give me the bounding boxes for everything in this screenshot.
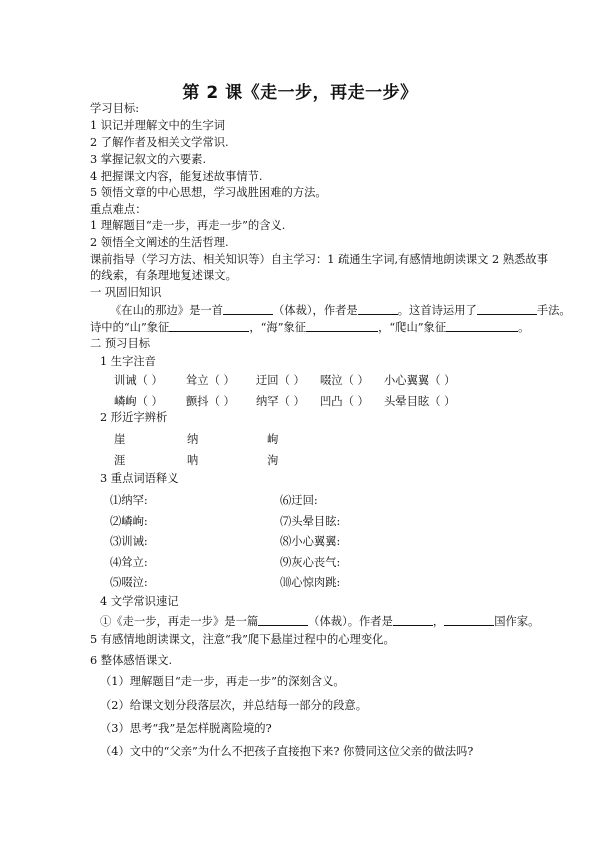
similar-char: 崖 (114, 433, 126, 446)
review-text: ，“海”象征 (249, 321, 307, 334)
literature-text: ， (432, 615, 445, 628)
keypoint-item: 1 理解题目“走一步，再走一步”的含义. (90, 219, 286, 232)
pinyin-item[interactable]: 啜泣（ ） (320, 374, 369, 387)
pinyin-item[interactable]: 头晕目眩（ ） (384, 395, 456, 408)
question-item: （4）文中的“父亲”为什么不把孩子直接抱下来? 你赞同这位父亲的做法吗? (100, 745, 474, 758)
literature-text: （体裁）。作者是 (308, 615, 393, 628)
guidance-text: 的线索，有条理地复述课文。 (90, 269, 237, 282)
term-item: ⑼灰心丧气: (280, 556, 341, 569)
similar-char: 涯 (114, 454, 126, 467)
term-item: ⑵嶙峋: (110, 515, 148, 528)
review-line-1 (110, 303, 571, 318)
section2-heading: 二 预习目标 (90, 337, 151, 350)
review-text: 。 (518, 321, 530, 334)
literature-line (100, 614, 539, 629)
term-item: ⑶训诫: (110, 535, 148, 548)
pinyin-item[interactable]: 嶙峋（ ） (114, 395, 163, 408)
answer-blank[interactable] (223, 303, 273, 315)
pinyin-item[interactable]: 小心翼翼（ ） (384, 374, 456, 387)
review-line-2 (90, 320, 529, 335)
similar-char: 洵 (267, 454, 279, 467)
answer-blank[interactable] (358, 303, 398, 315)
keypoints-heading: 重点难点： (90, 203, 147, 216)
pinyin-item[interactable]: 耸立（ ） (186, 374, 235, 387)
term-item: ⑽心惊肉跳: (280, 576, 341, 589)
similar-char: 峋 (267, 433, 279, 446)
keypoint-item: 2 领悟全文阐述的生活哲理. (90, 236, 229, 249)
question-item: （3）思考“我”是怎样脱离险境的? (100, 722, 272, 735)
review-text: 。这首诗运用了 (397, 304, 477, 317)
pinyin-item[interactable]: 训诫（ ） (114, 374, 163, 387)
objective-item: 3 掌握记叙文的六要素. (90, 153, 207, 166)
literature-text: ①《走一步，再走一步》是一篇 (100, 615, 259, 628)
answer-blank[interactable] (444, 614, 494, 626)
guidance-text: 课前指导（学习方法、相关知识等）自主学习：1 疏通生字词,有感情地朗读课文 2 熟悉故事 (90, 253, 549, 266)
answer-blank[interactable] (393, 614, 433, 626)
similar-char: 呐 (187, 454, 199, 467)
answer-blank[interactable] (258, 614, 308, 626)
review-text: 手法。 (536, 304, 571, 317)
subsection-heading: 3 重点词语释义 (100, 472, 179, 485)
question-item: （2）给课文划分段落层次，并总结每一部分的段意。 (100, 699, 368, 712)
pinyin-item[interactable]: 颤抖（ ） (186, 395, 235, 408)
answer-blank[interactable] (169, 320, 249, 332)
answer-blank[interactable] (477, 303, 537, 315)
answer-blank[interactable] (446, 320, 518, 332)
literature-text: 国作家。 (494, 615, 540, 628)
review-text: 诗中的“山”象征 (90, 321, 170, 334)
pinyin-item[interactable]: 凹凸（ ） (320, 395, 369, 408)
objective-item: 1 识记并理解文中的生字词 (90, 119, 226, 132)
term-item: ⑴纳罕: (110, 494, 148, 507)
subsection-heading: 5 有感情地朗读课文，注意“我”爬下悬崖过程中的心理变化。 (90, 633, 395, 646)
review-text: 《在山的那边》是一首 (110, 304, 223, 317)
term-item: ⑷耸立: (110, 556, 148, 569)
objectives-heading: 学习目标: (90, 102, 139, 115)
objective-item: 4 把握课文内容，能复述故事情节. (90, 170, 263, 183)
term-item: ⑸啜泣: (110, 576, 148, 589)
subsection-heading: 6 整体感悟课文. (90, 654, 173, 667)
objective-item: 5 领悟文章的中心思想，学习战胜困难的方法。 (90, 186, 327, 199)
lesson-title: 第 2 课《走一步，再走一步》 (182, 83, 418, 103)
review-text: （体裁），作者是 (272, 304, 358, 317)
term-item: ⑻小心翼翼: (280, 535, 341, 548)
review-text: ，“爬山”象征 (378, 321, 447, 334)
similar-char: 纳 (187, 433, 199, 446)
subsection-heading: 1 生字注音 (100, 355, 156, 368)
section1-heading: 一 巩固旧知识 (90, 286, 162, 299)
pinyin-item[interactable]: 纳罕（ ） (256, 395, 305, 408)
term-item: ⑹迂回: (280, 494, 318, 507)
subsection-heading: 4 文学常识速记 (100, 595, 179, 608)
answer-blank[interactable] (306, 320, 378, 332)
question-item: （1）理解题目“走一步，再走一步”的深刻含义。 (100, 675, 345, 688)
objective-item: 2 了解作者及相关文学常识. (90, 136, 229, 149)
term-item: ⑺头晕目眩: (280, 515, 341, 528)
pinyin-item[interactable]: 迂回（ ） (256, 374, 305, 387)
subsection-heading: 2 形近字辨析 (100, 411, 168, 424)
